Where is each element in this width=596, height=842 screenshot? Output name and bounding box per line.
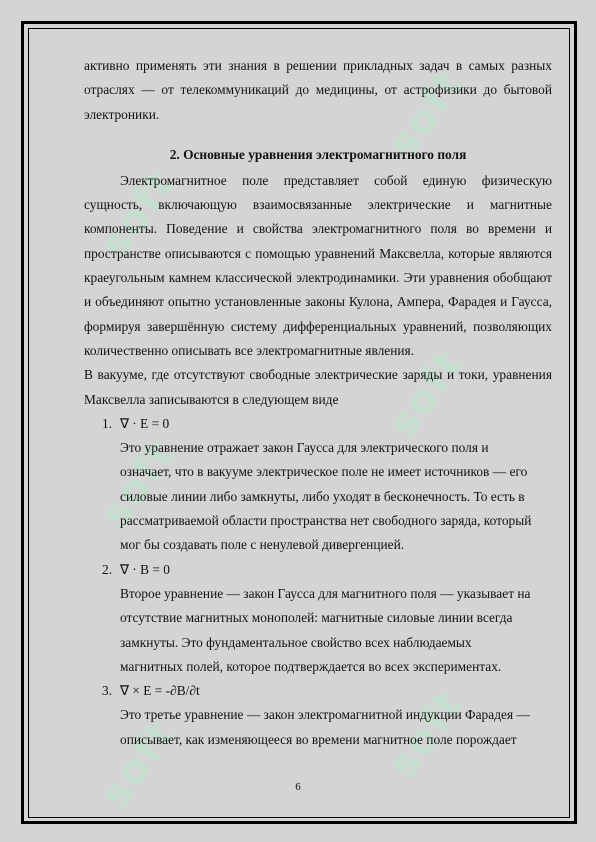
- equation-number: 3.: [102, 683, 113, 699]
- equation-formula: ∇ · B = 0: [120, 561, 170, 577]
- equation-number: 1.: [102, 415, 113, 431]
- watermark: soft: [92, 711, 185, 817]
- document-body: [84, 54, 552, 752]
- watermark: soft: [380, 341, 473, 447]
- equation-formula: ∇ × E = -∂B/∂t: [120, 683, 200, 699]
- equation-description: Это уравнение отражает закон Гаусса для электрического поля и означает, что в вакууме электрическое поле не имеет источников — его силовые линии либо замкнуты, либо уходят в бесконечность. То есть в рассматриваемой области пространства нет свободного заряда, который мог бы создавать поле с ненулевой дивергенцией.: [120, 440, 532, 553]
- intro-paragraph: активно применять эти знания в решении прикладных задач в самых разных отраслях — от телекоммуникаций до медицины, от астрофизики до бытовой электроники.: [84, 58, 552, 122]
- body-paragraph: В вакууме, где отсутствуют свободные электрические заряды и токи, уравнения Максвелла записываются в следующем виде: [84, 367, 552, 407]
- equation-description: Это третье уравнение — закон электромагнитной индукции Фарадея — описывает, как изменяющееся во времени магнитное поле порождает: [120, 707, 530, 747]
- watermark: soft: [92, 431, 185, 537]
- watermark: soft: [92, 161, 185, 267]
- page-number: 6: [295, 781, 301, 793]
- body-paragraph: Электромагнитное поле представляет собой единую физическую сущность, включающую взаимосвязанные электрические и магнитные компоненты. Поведение и свойства электромагнитного поля во времени и пространстве описываются с помощью уравнений Максвелла, которые являются краеугольным камнем классической электродинамики. Эти уравнения обобщают и объединяют опытно установленные законы Кулона, Ампера, Фарадея и Гаусса, формируя завершённую систему дифференциальных уравнений, позволяющих количественно описывать все электромагнитные явления.: [84, 172, 552, 358]
- equation-number: 2.: [102, 561, 113, 577]
- section-heading: 2. Основные уравнения электромагнитного поля: [169, 146, 467, 162]
- equation-item: [102, 558, 552, 582]
- watermark: soft: [380, 681, 473, 787]
- watermark: soft: [380, 61, 473, 167]
- equation-item: [102, 679, 552, 703]
- equation-item: [102, 412, 552, 436]
- equation-formula: ∇ · E = 0: [120, 415, 170, 431]
- equation-list: [84, 412, 552, 752]
- equation-description: Второе уравнение — закон Гаусса для магнитного поля — указывает на отсутствие магнитных монополей: магнитные силовые линии всегда замкнуты. Это фундаментальное свойство всех наблюдаемых магнитных полей, которое подтверждается во всех экспериментах.: [120, 585, 531, 674]
